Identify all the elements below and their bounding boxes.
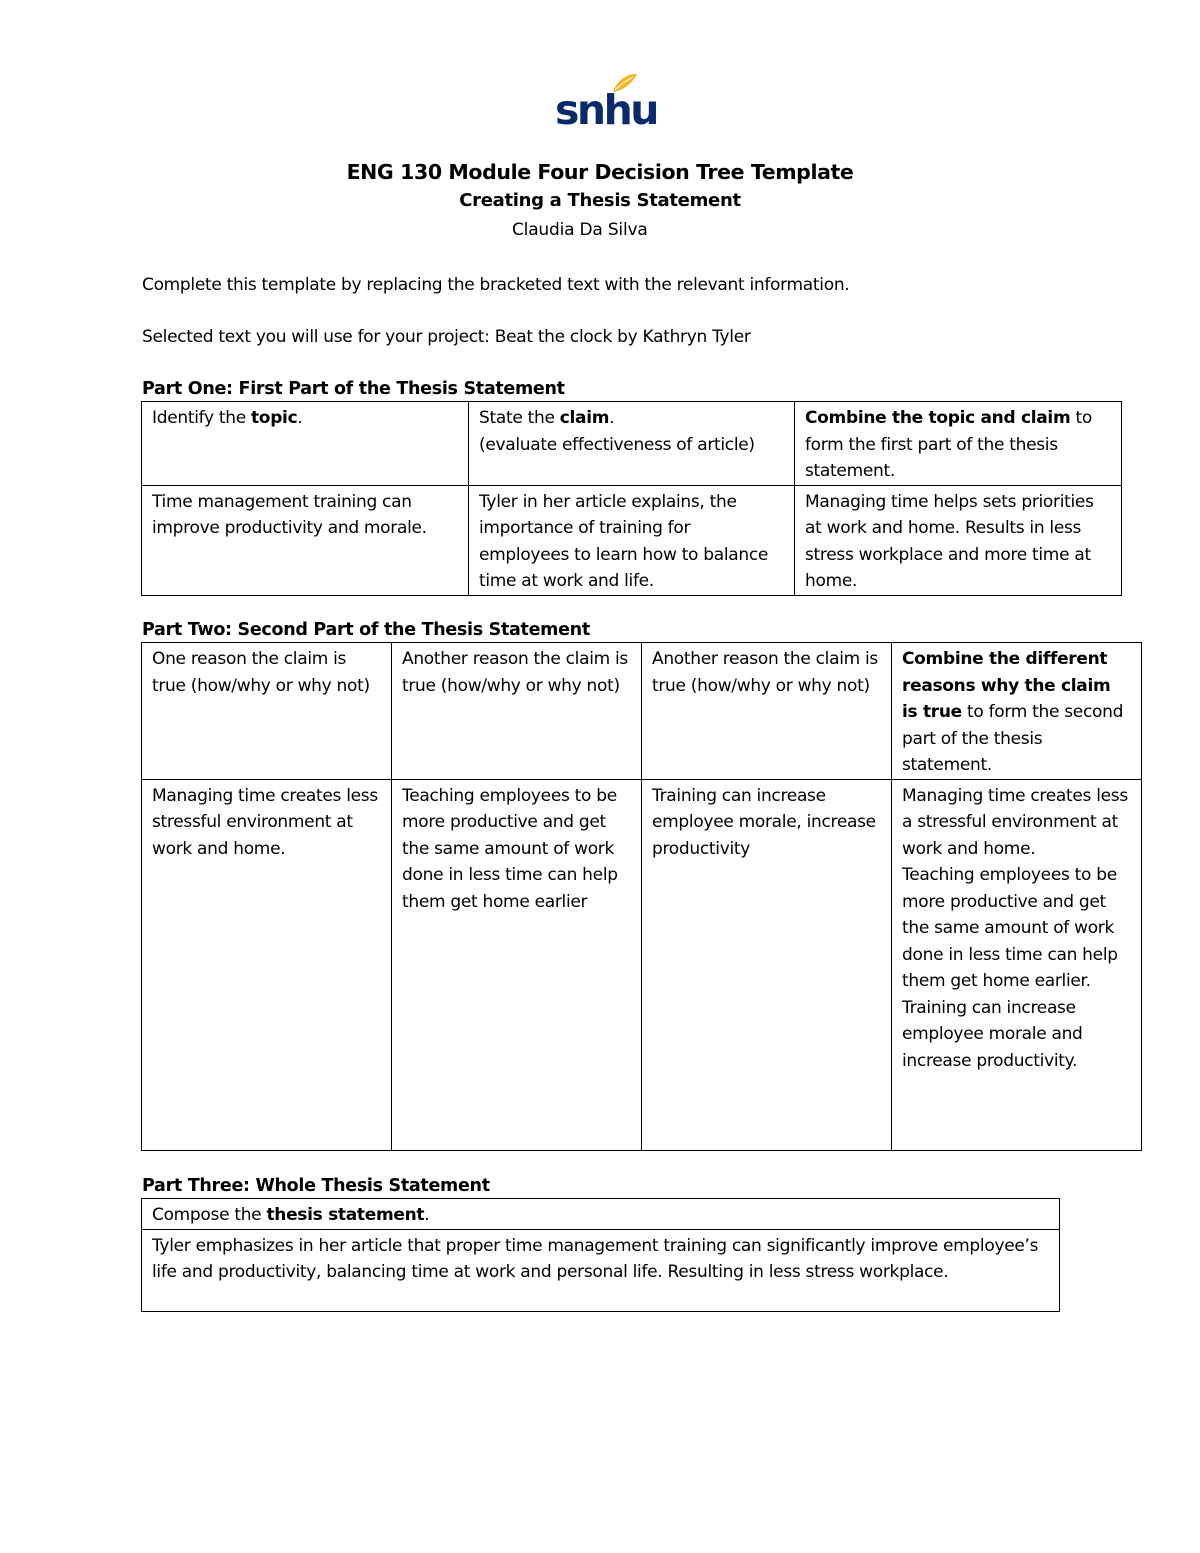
logo-text: snhu — [555, 86, 657, 134]
thesis-statement-cell[interactable]: Tyler emphasizes in her article that proper time management training can significantly improve employee’s life and productivity, balancing time at work and personal life. Resulting in less stress workplace. — [142, 1229, 1060, 1311]
instructions-text: Complete this template by replacing the bracketed text with the relevant information. — [142, 275, 850, 295]
page-subtitle: Creating a Thesis Statement — [459, 190, 741, 211]
reason-three-header-cell: Another reason the claim is true (how/why or why not) — [642, 643, 892, 780]
table-header-row — [142, 1199, 1060, 1230]
combined-reasons-cell[interactable]: Managing time creates less a stressful environment at work and home. Teaching employees to be more productive and get the same amount of work done in less time can help them get home earlier. Training can increase employee morale and increase productivity. — [892, 779, 1142, 1150]
snhu-logo — [555, 72, 657, 134]
page-title: ENG 130 Module Four Decision Tree Template — [346, 160, 854, 184]
selected-text-line: Selected text you will use for your project: Beat the clock by Kathryn Tyler — [142, 327, 751, 347]
reason-two-cell[interactable]: Teaching employees to be more productive and get the same amount of work done in less time can help them get home earlier — [392, 779, 642, 1150]
part-one-heading: Part One: First Part of the Thesis Statement — [142, 379, 565, 399]
part-three-table — [141, 1198, 1060, 1312]
combine-header-cell: Combine the topic and claim to form the first part of the thesis statement. — [795, 402, 1122, 486]
reason-two-header-cell: Another reason the claim is true (how/why or why not) — [392, 643, 642, 780]
table-row — [142, 779, 1142, 1150]
claim-cell[interactable]: Tyler in her article explains, the importance of training for employees to learn how to balance time at work and life. — [469, 485, 795, 595]
table-header-row — [142, 402, 1122, 486]
combined-cell[interactable]: Managing time helps sets priorities at work and home. Results in less stress workplace and more time at home. — [795, 485, 1122, 595]
reason-one-cell[interactable]: Managing time creates less stressful environment at work and home. — [142, 779, 392, 1150]
author-name: Claudia Da Silva — [512, 220, 648, 240]
part-two-table — [141, 642, 1142, 1151]
part-two-heading: Part Two: Second Part of the Thesis Statement — [142, 620, 590, 640]
topic-cell[interactable]: Time management training can improve productivity and morale. — [142, 485, 469, 595]
table-row — [142, 485, 1122, 595]
reason-one-header-cell: One reason the claim is true (how/why or why not) — [142, 643, 392, 780]
table-header-row — [142, 643, 1142, 780]
part-three-heading: Part Three: Whole Thesis Statement — [142, 1176, 490, 1196]
thesis-header-cell: Compose the thesis statement. — [142, 1199, 1060, 1230]
part-one-table — [141, 401, 1122, 596]
topic-header-cell: Identify the topic. — [142, 402, 469, 486]
table-row — [142, 1229, 1060, 1311]
claim-header-cell: State the claim. (evaluate effectiveness of article) — [469, 402, 795, 486]
combine-reasons-header-cell: Combine the different reasons why the claim is true to form the second part of the thesis statement. — [892, 643, 1142, 780]
reason-three-cell[interactable]: Training can increase employee morale, increase productivity — [642, 779, 892, 1150]
